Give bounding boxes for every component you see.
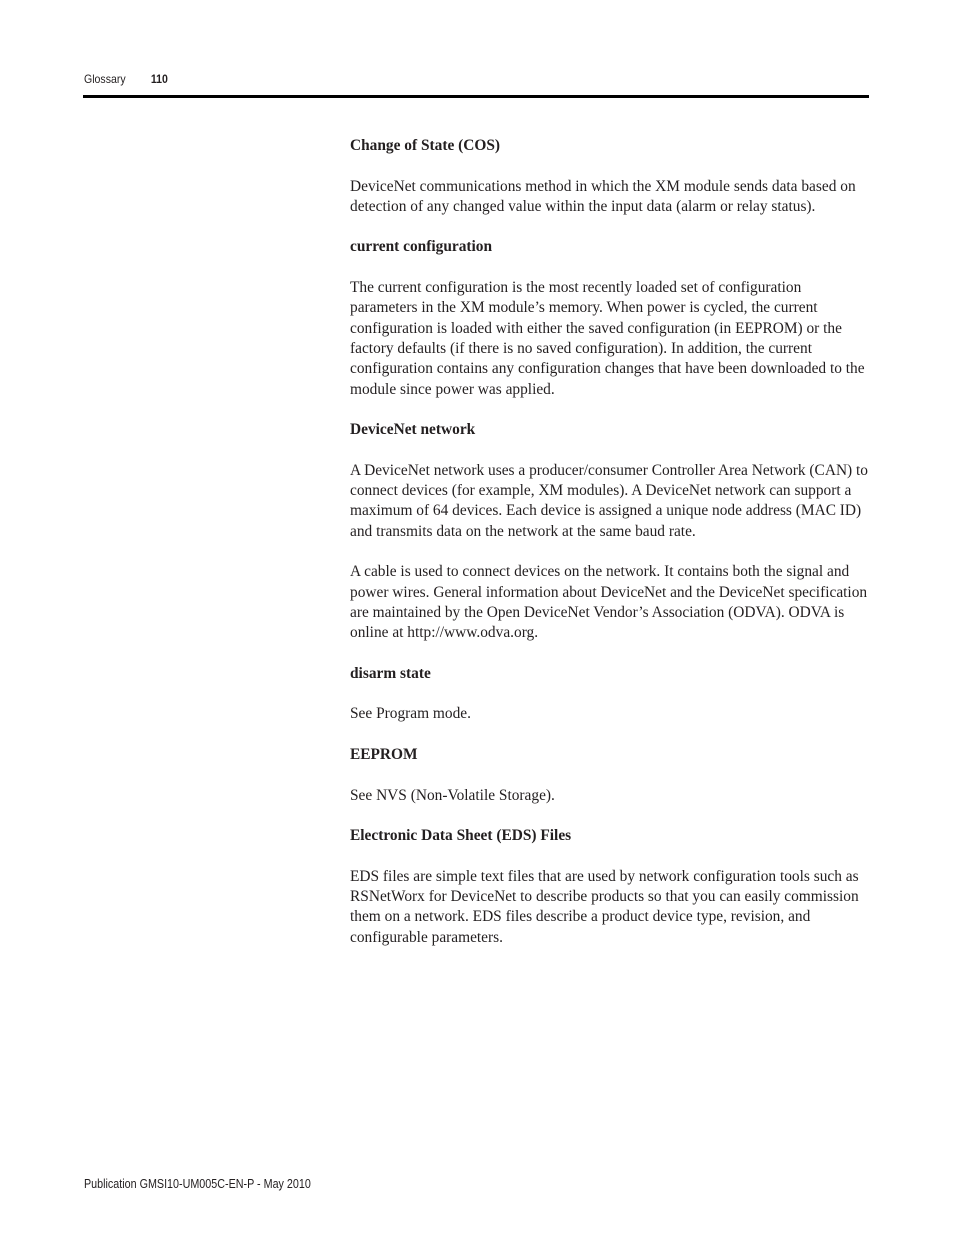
glossary-term: EEPROM	[350, 745, 418, 763]
header-section-name: Glossary	[84, 72, 126, 86]
glossary-definition: A DeviceNet network uses a producer/consumer Controller Area Network (CAN) to connect devices (for example, XM modules). A DeviceNet network can support a maximum of 64 devices. Each device is assigned a unique node address (MAC ID) and transmits data on the network at the same baud rate.	[350, 461, 868, 540]
glossary-term: Electronic Data Sheet (EDS) Files	[350, 827, 572, 845]
running-header	[84, 71, 168, 87]
glossary-entry	[350, 664, 872, 725]
glossary-entry	[350, 237, 872, 399]
glossary-term: current configuration	[350, 238, 493, 256]
header-page-number: 110	[150, 72, 168, 86]
glossary-entry	[350, 136, 872, 217]
glossary-term: disarm state	[350, 664, 431, 682]
glossary-definition: See NVS (Non-Volatile Storage).	[350, 786, 555, 804]
header-rule	[83, 95, 869, 98]
glossary-term: DeviceNet network	[350, 421, 476, 439]
glossary-entry	[350, 745, 872, 806]
glossary-term: Change of State (COS)	[350, 137, 501, 154]
glossary-entry	[350, 420, 872, 643]
glossary-definition: A cable is used to connect devices on the network. It contains both the signal and power wires. General information about DeviceNet and the DeviceNet specification are maintained by the Open DeviceNet Vendor’s Association (ODVA). ODVA is online at http://www.odva.org.	[350, 563, 868, 642]
glossary-entry	[350, 826, 872, 948]
glossary-definition: DeviceNet communications method in which the XM module sends data based on detection of any changed value within the input data (alarm or relay status).	[350, 177, 856, 215]
publication-footer: Publication GMSI10-UM005C-EN-P - May 2010	[84, 1177, 311, 1191]
glossary-definition: EDS files are simple text files that are used by network configuration tools such as RSNetWorx for DeviceNet to describe products so that you can easily commission them on a network. EDS files describe a product device type, revision, and configurable parameters.	[350, 867, 859, 946]
glossary-content	[350, 136, 872, 968]
glossary-definition: See Program mode.	[350, 705, 471, 723]
glossary-definition: The current configuration is the most recently loaded set of configuration parameters in the XM module’s memory. When power is cycled, the current configuration is loaded with either the saved configuration (in EEPROM) or the factory defaults (if there is no saved configuration). In addition, the current configuration contains any configuration changes that have been downloaded to the module since power was applied.	[350, 279, 865, 398]
